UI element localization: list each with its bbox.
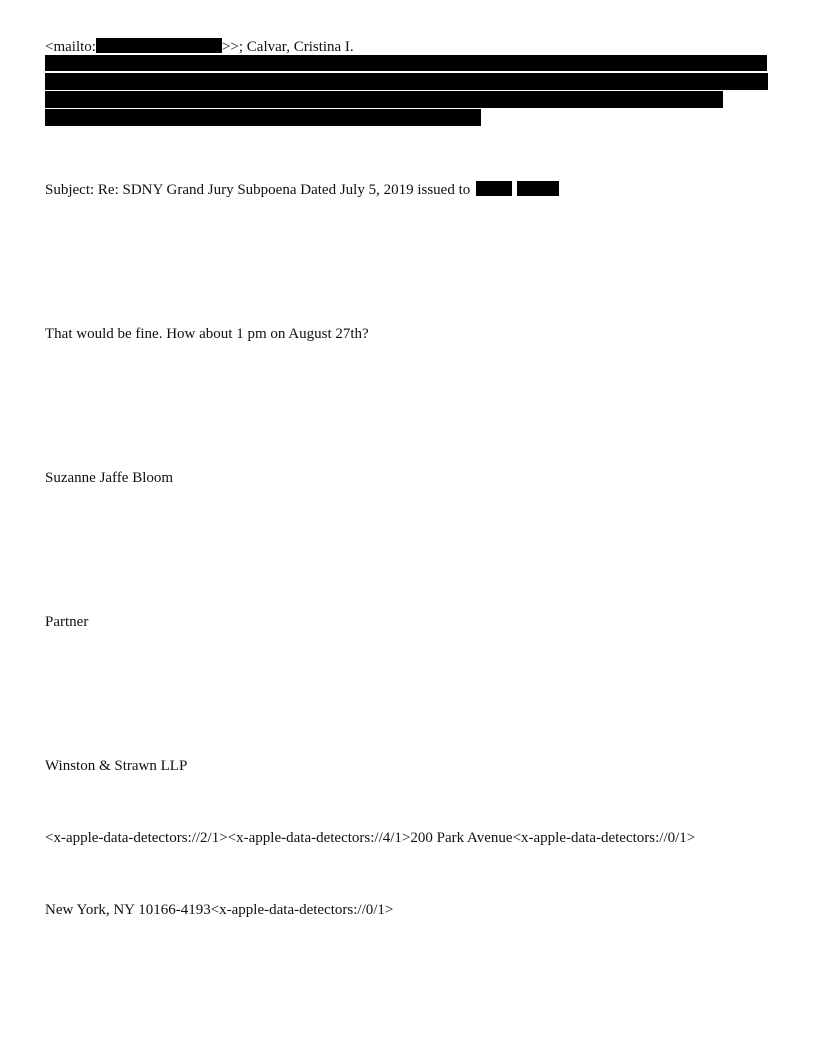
subject-text: Subject: Re: SDNY Grand Jury Subpoena Dated July 5, 2019 issued to — [45, 182, 471, 198]
redaction-bar — [45, 109, 481, 126]
address-line-2: New York, NY 10166-4193<x-apple-data-detectors://0/1> — [45, 902, 394, 918]
redaction-bar — [517, 181, 559, 196]
mailto-prefix: <mailto: — [45, 39, 96, 55]
signature-firm: Winston & Strawn LLP — [45, 758, 188, 774]
signature-title: Partner — [45, 614, 89, 630]
recipient-line — [45, 38, 354, 56]
signature-name: Suzanne Jaffe Bloom — [45, 470, 174, 486]
redaction-bar — [96, 38, 222, 53]
message-body: That would be fine. How about 1 pm on August 27th? — [45, 326, 369, 342]
redaction-bar — [45, 91, 723, 108]
redaction-bar — [476, 181, 512, 196]
redaction-bar — [45, 73, 768, 90]
subject-line — [45, 181, 559, 199]
mailto-suffix: >>; Calvar, Cristina I. — [221, 39, 354, 55]
redaction-bar — [45, 55, 767, 71]
address-line-1: <x-apple-data-detectors://2/1><x-apple-data-detectors://4/1>200 Park Avenue<x-apple-data-detectors://0/1> — [45, 830, 696, 846]
